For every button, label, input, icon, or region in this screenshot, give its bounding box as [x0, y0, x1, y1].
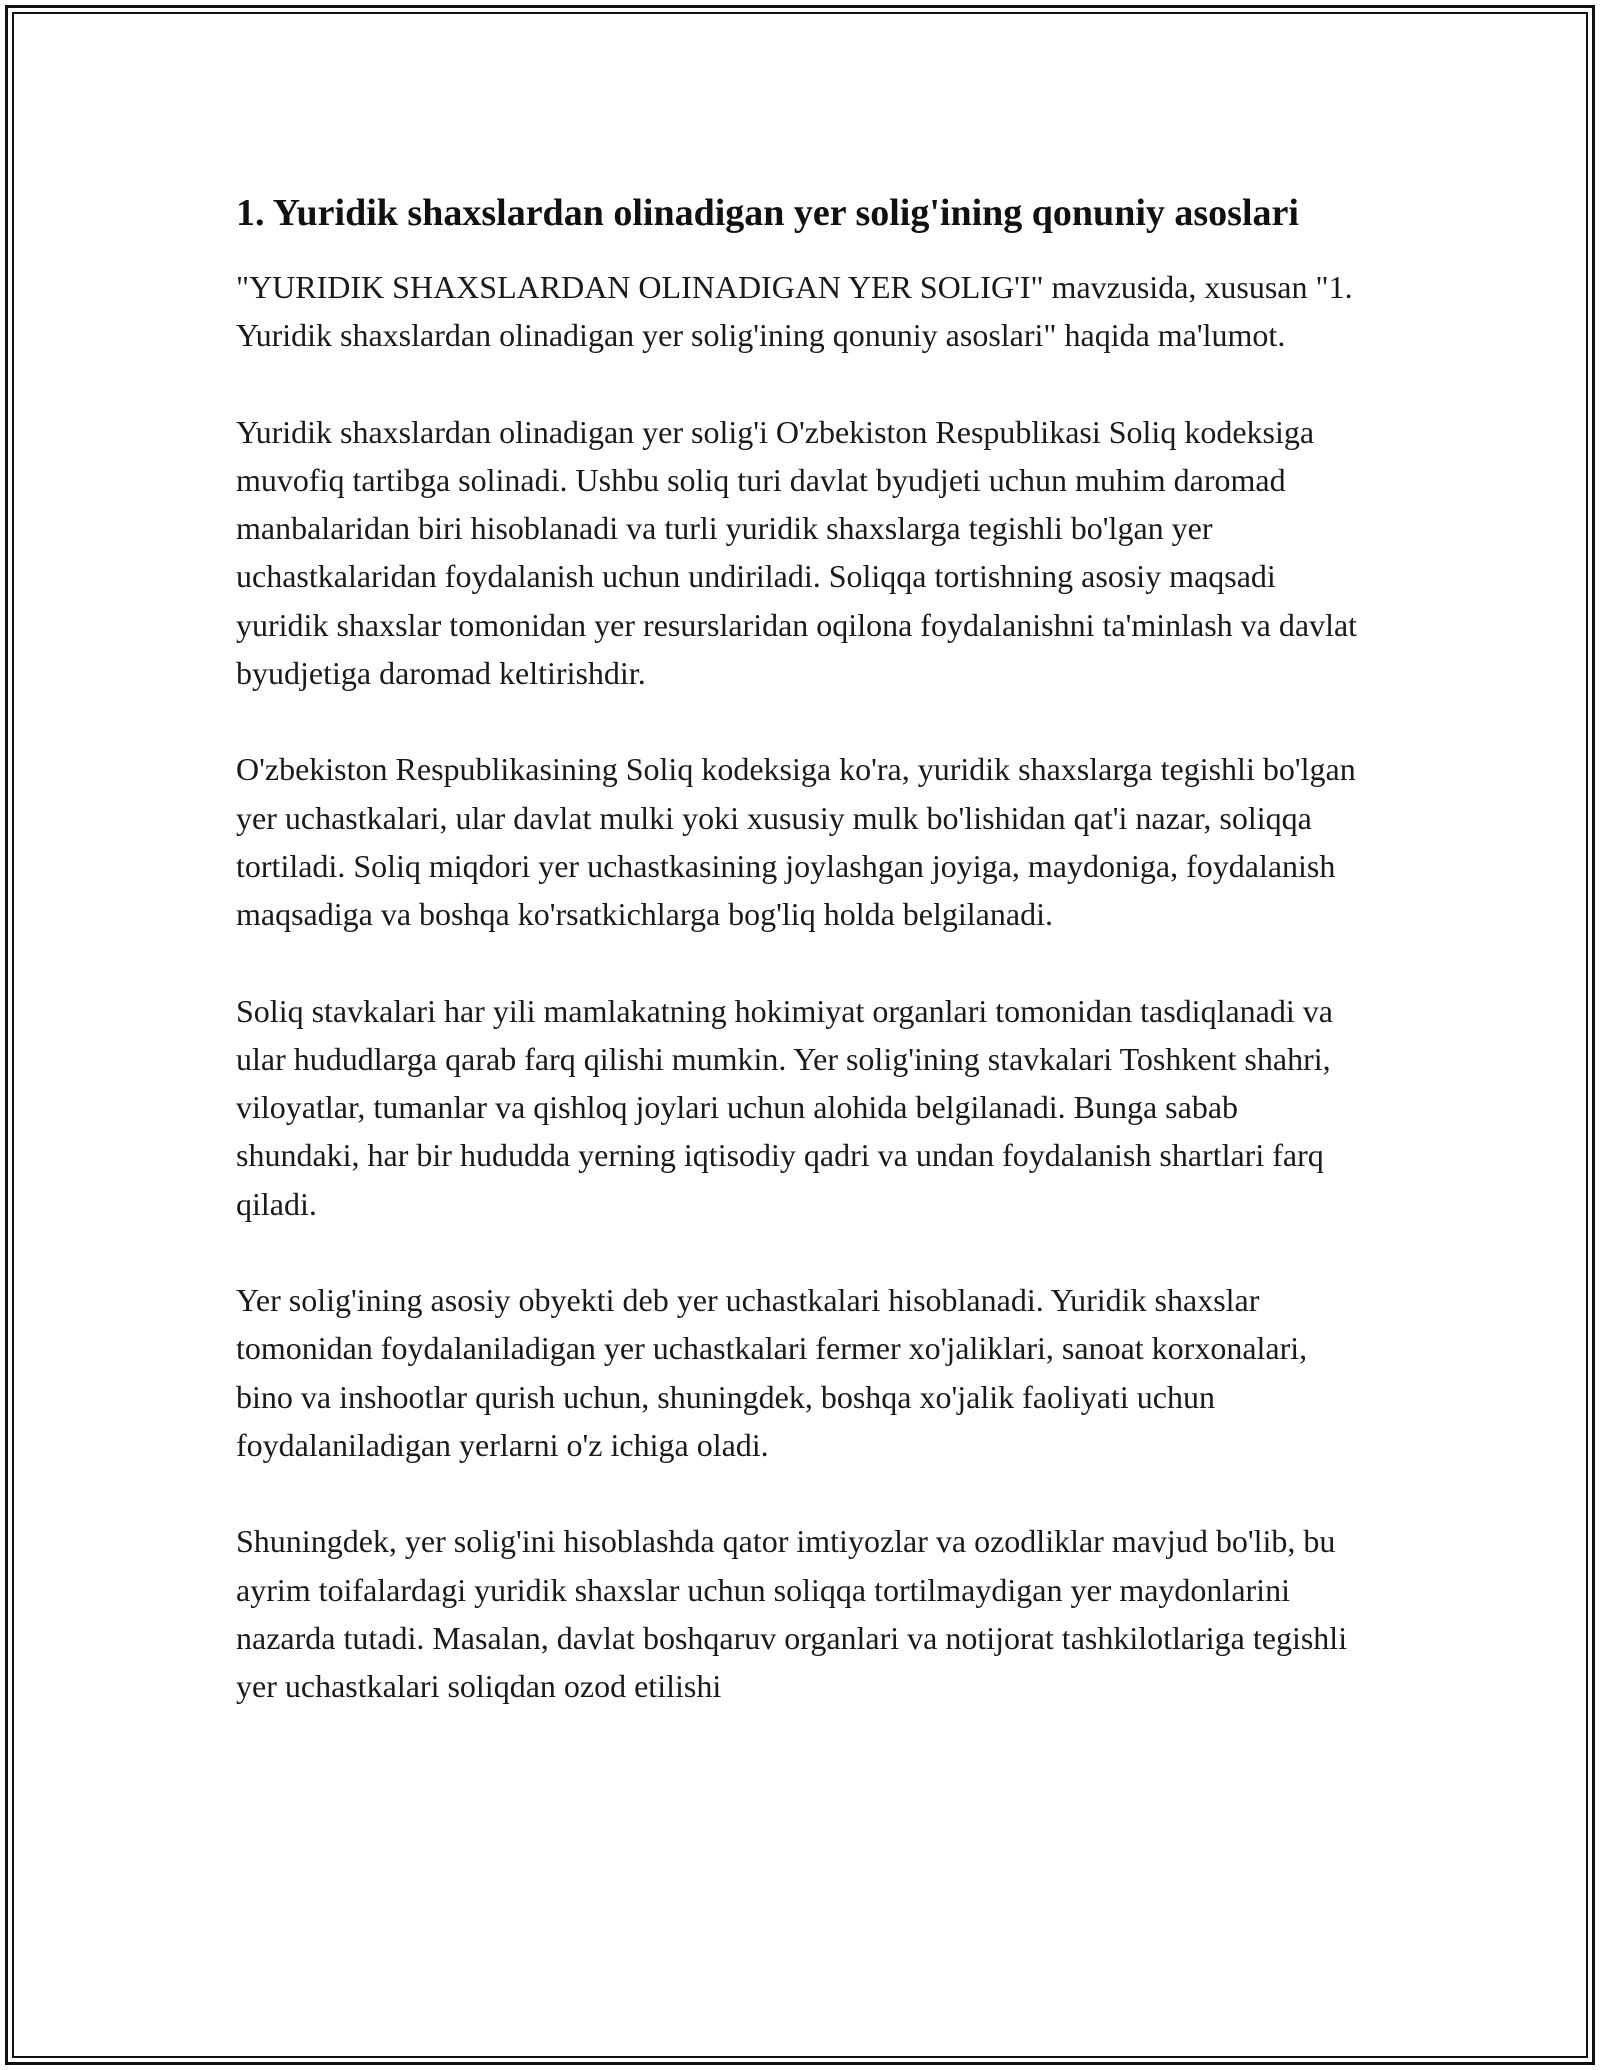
body-paragraph-3: Soliq stavkalari har yili mamlakatning hokimiyat organlari tomonidan tasdiqlanadi va ular hududlarga qarab farq qilishi mumkin. Yer solig'ining stavkalari Toshkent shahri, viloyatlar, tumanlar va qishloq joylari uchun alohida belgilanadi. Bunga sabab shundaki, har bir hududda yerning iqtisodiy qadri va undan foydalanish shartlari farq qiladi.: [236, 992, 1333, 1222]
body-paragraph-4: Yer solig'ining asosiy obyekti deb yer uchastkalari hisoblanadi. Yuridik shaxslar tomonidan foydalaniladigan yer uchastkalari fermer xo'jaliklari, sanoat korxonalari, bino va inshootlar qurish uchun, shuningdek, boshqa xo'jalik faoliyati uchun foydalaniladigan yerlarni o'z ichiga oladi.: [236, 1282, 1308, 1463]
body-paragraph-2: O'zbekiston Respublikasining Soliq kodeksiga ko'ra, yuridik shaxslarga tegishli bo'lgan yer uchastkalari, ular davlat mulki yoki xususiy mulk bo'lishidan qat'i nazar, soliqqa tortiladi. Soliq miqdori yer uchastkasining joylashgan joyiga, maydoniga, foydalanish maqsadiga va boshqa ko'rsatkichlarga bog'liq holda belgilanadi.: [236, 751, 1356, 933]
body-paragraph-1: Yuridik shaxslardan olinadigan yer solig'i O'zbekiston Respublikasi Soliq kodeksiga muvofiq tartibga solinadi. Ushbu soliq turi davlat byudjeti uchun muhim daromad manbalaridan biri hisoblanadi va turli yuridik shaxslarga tegishli bo'lgan yer uchastkalaridan foydalanish uchun undiriladi. Soliqqa tortishning asosiy maqsadi yuridik shaxslar tomonidan yer resurslaridan oqilona foydalanishni ta'minlash va davlat byudjetiga daromad keltirishdir.: [236, 413, 1358, 692]
body-paragraph-5: Shuningdek, yer solig'ini hisoblashda qator imtiyozlar va ozodliklar mavjud bo'lib, bu ayrim toifalardagi yuridik shaxslar uchun soliqqa tortilmaydigan yer maydonlarini nazarda tutadi. Masalan, davlat boshqaruv organlari va notijorat tashkilotlariga tegishli yer uchastkalari soliqdan ozod etilishi: [236, 1523, 1348, 1705]
intro-paragraph: "YURIDIK SHAXSLARDAN OLINADIGAN YER SOLIG'I" mavzusida, xususan "1. Yuridik shaxslardan olinadigan yer solig'ining qonuniy asoslari" haqida ma'lumot.: [236, 269, 1353, 354]
document-body: [236, 185, 1366, 1758]
section-heading: 1. Yuridik shaxslardan olinadigan yer solig'ining qonuniy asoslari: [236, 192, 1299, 234]
